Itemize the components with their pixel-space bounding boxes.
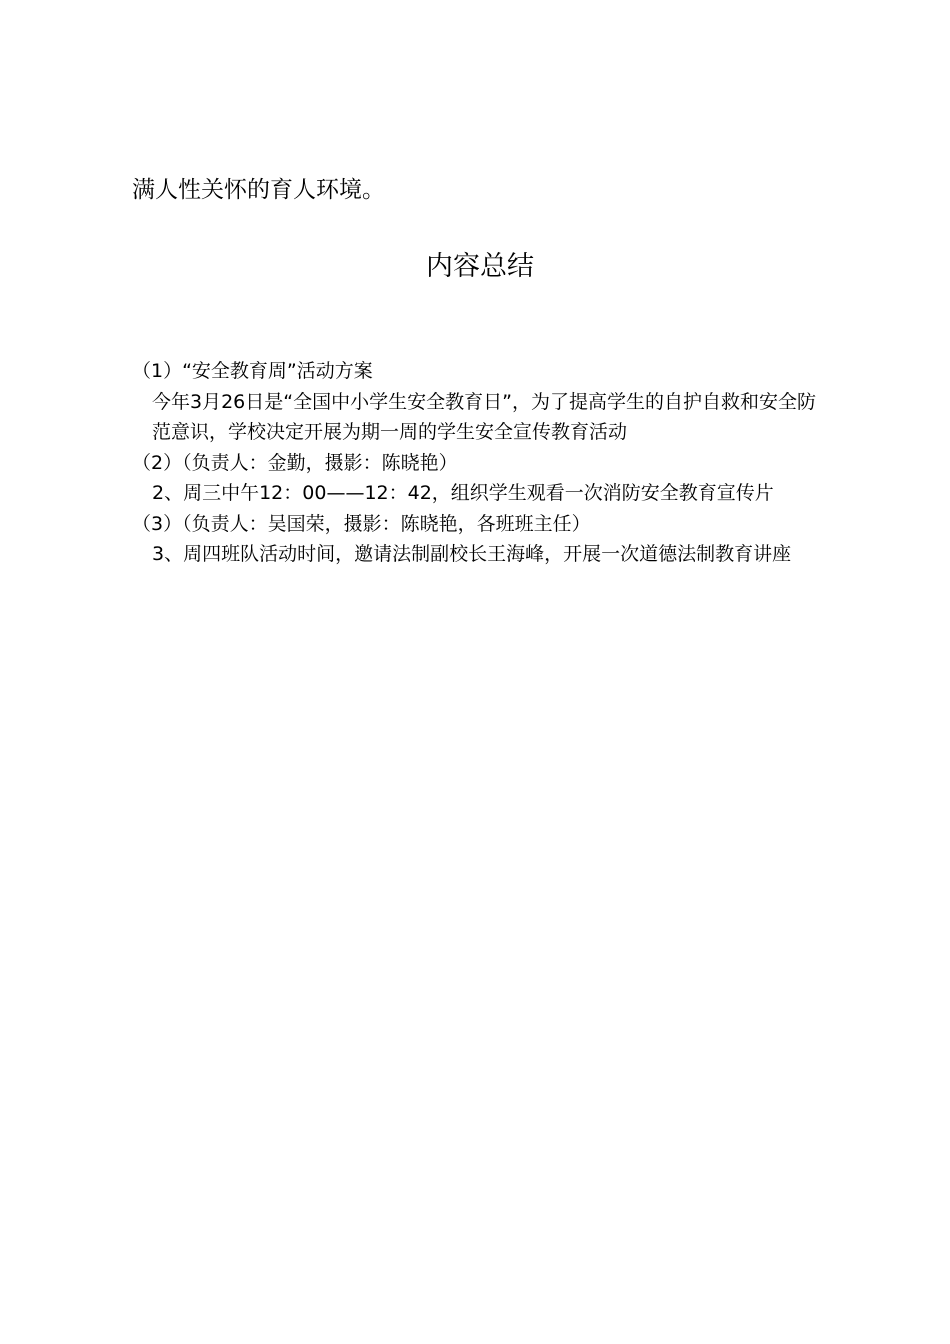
- summary-line-responsible-2: （2）（负责人：金勤，摄影：陈晓艳）: [132, 451, 458, 474]
- summary-line-activity-3: 3、周四班队活动时间，邀请法制副校长王海峰，开展一次道德法制教育讲座: [152, 543, 792, 565]
- summary-line-responsible-3: （3）（负责人：吴国荣，摄影：陈晓艳，各班班主任）: [132, 512, 591, 535]
- summary-body: [132, 356, 832, 570]
- summary-line-plan-title: （1）“安全教育周”活动方案: [132, 360, 373, 382]
- summary-line-intro: 今年3月26日是“全国中小学生安全教育日”，为了提高学生的自护自救和安全防范意识，学校决定开展为期一周的学生安全宣传教育活动: [152, 390, 816, 443]
- summary-line-activity-2: 2、周三中午12：00——12：42，组织学生观看一次消防安全教育宣传片: [152, 482, 774, 504]
- section-title: 内容总结: [426, 251, 534, 282]
- continuation-paragraph: 满人性关怀的育人环境。: [132, 177, 385, 203]
